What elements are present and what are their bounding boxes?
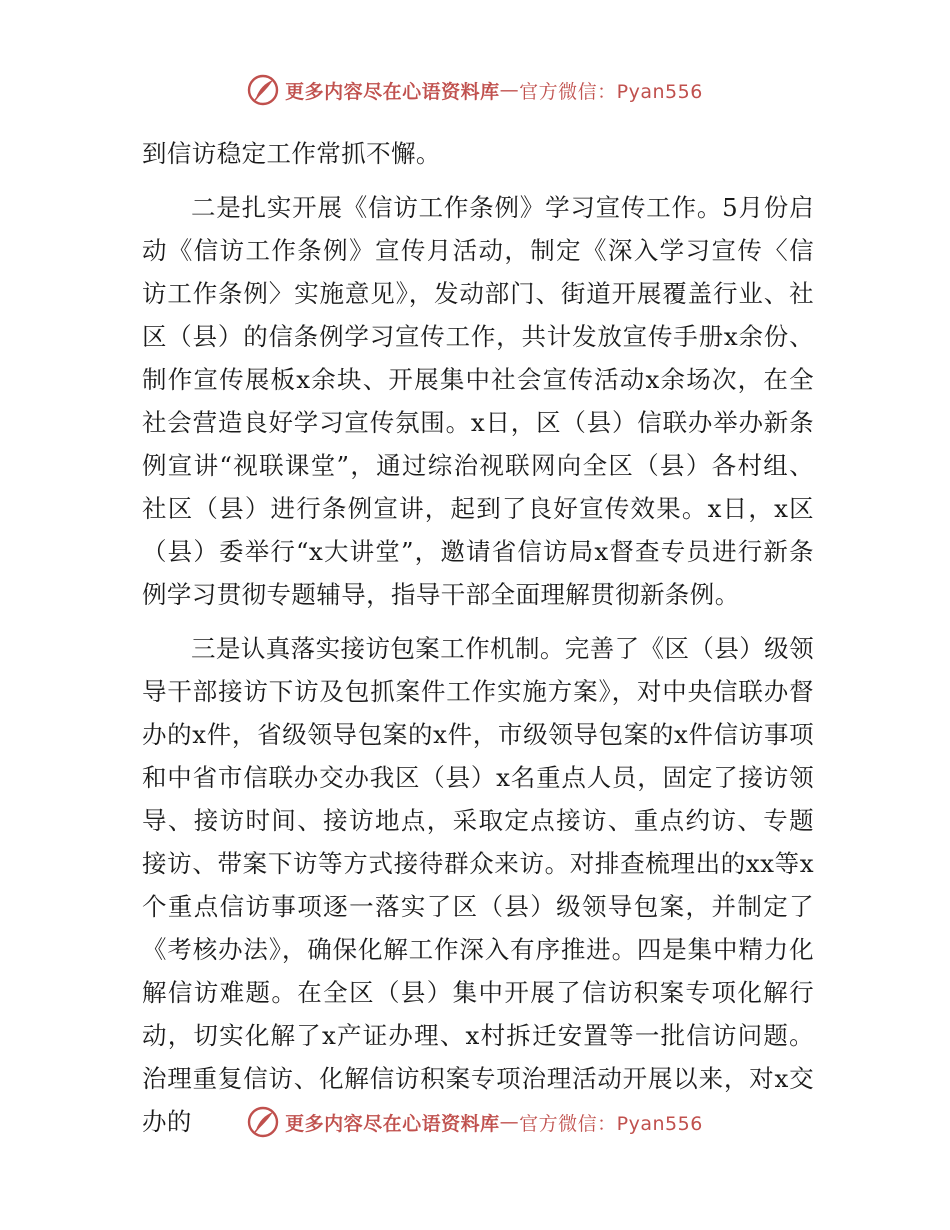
paragraph-continuation: 到信访稳定工作常抓不懈。 (142, 139, 441, 168)
watermark-title: 更多内容尽在心语资料库 (285, 80, 500, 103)
feather-pen-logo-icon (247, 74, 279, 106)
watermark-wechat: 官方微信：Pyan556 (519, 80, 703, 103)
document-body (142, 132, 814, 1143)
paragraph-reception-mechanism: 三是认真落实接访包案工作机制。完善了《区（县）级领导干部接访下访及包抓案件工作实施方案》，对中央信联办督办的x件，省级领导包案的x件，市级领导包案的x件信访事项和中省市信联办交办我区（县）x名重点人员，固定了接访领导、接访时间、接访地点，采取定点接访、重点约访、专题接访、带案下访等方式接待群众来访。对排查梳理出的xx等x个重点信访事项逐一落实了区（县）级领导包案，并制定了《考核办法》，确保化解工作深入有序推进。四是集中精力化解信访难题。在全区（县）集中开展了信访积案专项化解行动，切实化解了x产证办理、x村拆迁安置等一批信访问题。治理重复信访、化解信访积案专项治理活动开展以来，对x交办的 (142, 634, 814, 1136)
watermark-dash: — (499, 1111, 520, 1133)
watermark-wechat: 官方微信：Pyan556 (519, 1112, 703, 1135)
feather-pen-logo-icon (247, 1106, 279, 1138)
watermark-dash: — (499, 79, 520, 101)
watermark-title: 更多内容尽在心语资料库 (285, 1112, 500, 1135)
footer-watermark (0, 1102, 950, 1142)
paragraph-publicity: 二是扎实开展《信访工作条例》学习宣传工作。5月份启动《信访工作条例》宣传月活动，制定《深入学习宣传〈信访工作条例〉实施意见》，发动部门、街道开展覆盖行业、社区（县）的信条例学习宣传工作，共计发放宣传手册x余份、制作宣传展板x余块、开展集中社会宣传活动x余场次，在全社会营造良好学习宣传氛围。x日，区（县）信联办举办新条例宣讲“视联课堂”，通过综治视联网向全区（县）各村组、社区（县）进行条例宣讲，起到了良好宣传效果。x日，x区（县）委举行“x大讲堂”，邀请省信访局x督查专员进行新条例学习贯彻专题辅导，指导干部全面理解贯彻新条例。 (142, 193, 814, 609)
header-watermark (0, 70, 950, 110)
